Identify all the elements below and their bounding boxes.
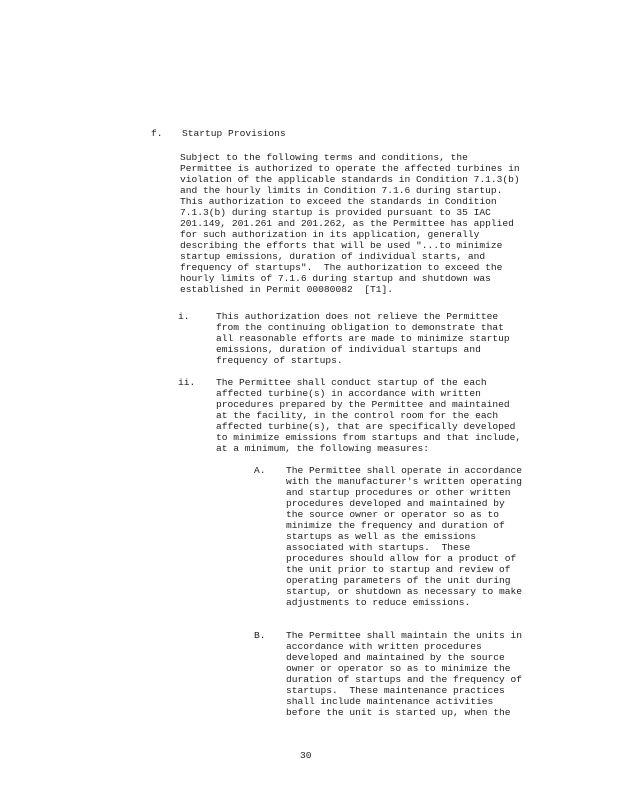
paragraph-line: The Permittee shall conduct startup of the each [216, 377, 487, 388]
item-ii-paragraph [216, 377, 521, 454]
paragraph-line: and the hourly limits in Condition 7.1.6 during startup. [180, 185, 503, 196]
paragraph-line: affected turbine(s) in accordance with written [216, 388, 481, 399]
paragraph-line: startups. These maintenance practices [286, 685, 505, 696]
item-b-paragraph [286, 630, 522, 718]
paragraph-line: Subject to the following terms and conditions, the [180, 152, 468, 163]
paragraph-line: and startup procedures or other written [286, 487, 511, 498]
paragraph-line: for such authorization in its application, generally [180, 229, 480, 240]
paragraph-line: operating parameters of the unit during [286, 575, 511, 586]
paragraph-line: associated with startups. These [286, 542, 471, 553]
paragraph-line: the unit prior to startup and review of [286, 564, 511, 575]
page-number: 30 [300, 750, 312, 761]
paragraph-line: hourly limits of 7.1.6 during startup and shutdown was [180, 273, 491, 284]
paragraph-line: before the unit is started up, when the [286, 707, 511, 718]
paragraph-line: frequency of startups. [216, 355, 343, 366]
item-a-paragraph [286, 465, 522, 608]
paragraph-line: 7.1.3(b) during startup is provided pursuant to 35 IAC [180, 207, 491, 218]
paragraph-line: Permittee is authorized to operate the affected turbines in [180, 163, 520, 174]
paragraph-line: This authorization does not relieve the Permittee [216, 311, 499, 322]
paragraph-line: The Permittee shall operate in accordance [286, 465, 523, 476]
paragraph-line: duration of startups and the frequency of [286, 674, 523, 685]
paragraph-line: the source owner or operator so as to [286, 509, 500, 520]
paragraph-line: startup emissions, duration of individual starts, and [180, 251, 486, 262]
paragraph-line: 201.149, 201.261 and 201.262, as the Permittee has applied [180, 218, 514, 229]
paragraph-line: to minimize emissions from startups and that include, [216, 432, 522, 443]
intro-paragraph [180, 152, 520, 295]
paragraph-line: shall include maintenance activities [286, 696, 494, 707]
paragraph-line: describing the efforts that will be used "...to minimize [180, 240, 503, 251]
paragraph-line: with the manufacturer's written operating [286, 476, 523, 487]
paragraph-line: owner or operator so as to minimize the [286, 663, 511, 674]
paragraph-line: accordance with written procedures [286, 641, 482, 652]
item-ii-label: ii. [178, 377, 196, 388]
paragraph-line: procedures should allow for a product of [286, 553, 517, 564]
section-letter: f. [151, 128, 163, 139]
paragraph-line: from the continuing obligation to demonstrate that [216, 322, 504, 333]
paragraph-line: adjustments to reduce emissions. [286, 597, 471, 608]
item-a-label: A. [254, 465, 266, 476]
paragraph-line: This authorization to exceed the standards in Condition [180, 196, 497, 207]
paragraph-line: procedures prepared by the Permittee and maintained [216, 399, 510, 410]
item-b-label: B. [254, 630, 266, 641]
item-i-paragraph [216, 311, 510, 366]
paragraph-line: developed and maintained by the source [286, 652, 505, 663]
paragraph-line: startups as well as the emissions [286, 531, 476, 542]
section-title: Startup Provisions [182, 128, 286, 139]
paragraph-line: at a minimum, the following measures: [216, 443, 430, 454]
paragraph-line: The Permittee shall maintain the units in [286, 630, 523, 641]
paragraph-line: affected turbine(s), that are specifically developed [216, 421, 516, 432]
paragraph-line: at the facility, in the control room for the each [216, 410, 499, 421]
paragraph-line: procedures developed and maintained by [286, 498, 505, 509]
paragraph-line: minimize the frequency and duration of [286, 520, 505, 531]
paragraph-line: emissions, duration of individual startups and [216, 344, 481, 355]
paragraph-line: all reasonable efforts are made to minimize startup [216, 333, 510, 344]
paragraph-line: startup, or shutdown as necessary to make [286, 586, 523, 597]
paragraph-line: established in Permit 00080082 [T1]. [180, 284, 394, 295]
paragraph-line: frequency of startups". The authorization to exceed the [180, 262, 503, 273]
item-i-label: i. [178, 311, 190, 322]
paragraph-line: violation of the applicable standards in Condition 7.1.3(b) [180, 174, 520, 185]
